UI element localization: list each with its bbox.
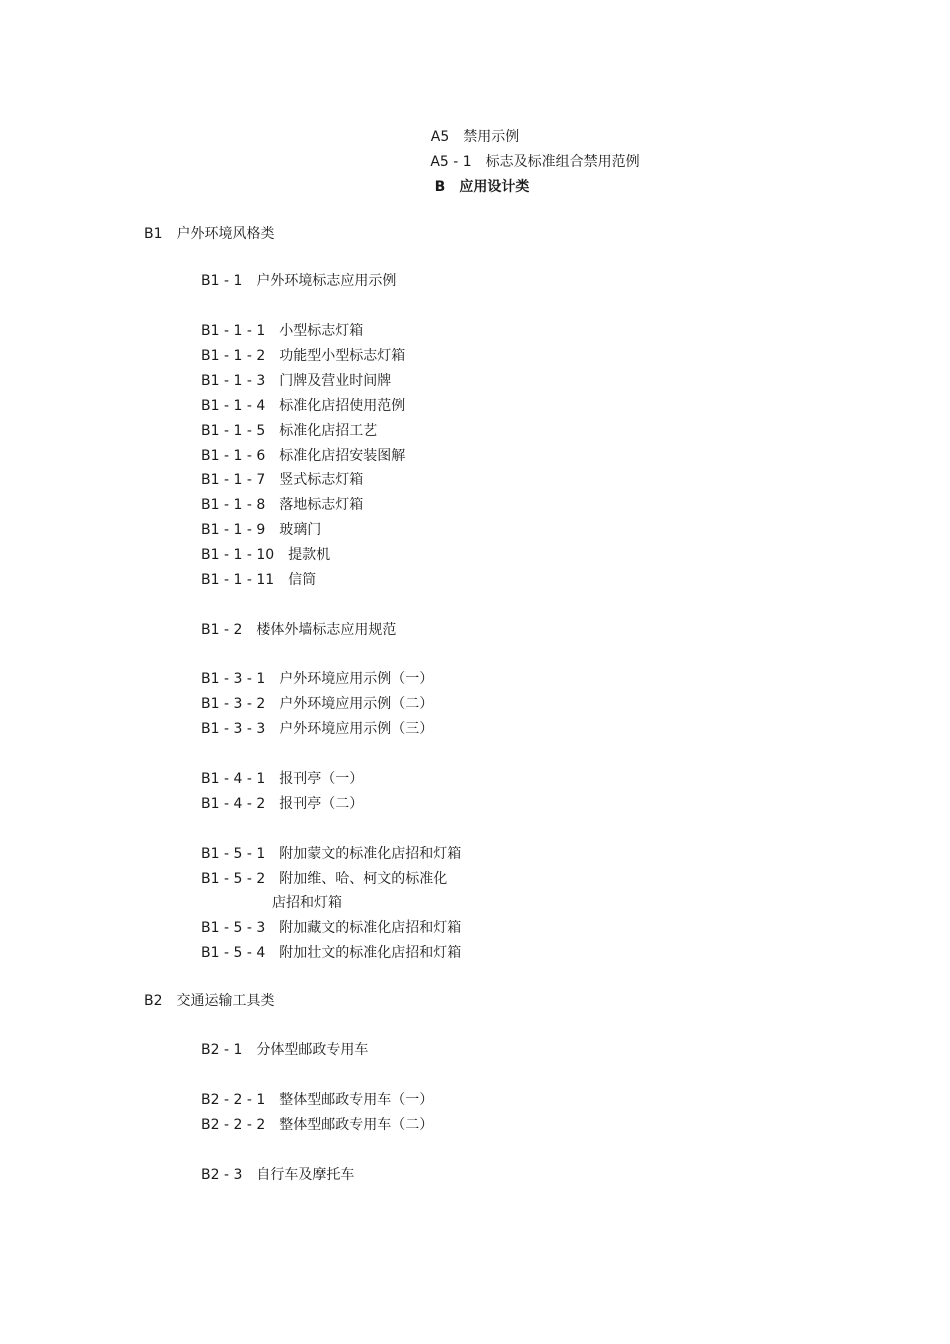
toc-b2-3: B2 - 3 自行车及摩托车 bbox=[201, 1167, 355, 1183]
toc-item: B1 - 3 - 1 户外环境应用示例（一） bbox=[201, 671, 434, 687]
heading-section-b: B 应用设计类 bbox=[434, 179, 530, 195]
toc-b2-1: B2 - 1 分体型邮政专用车 bbox=[201, 1042, 369, 1058]
toc-item: B1 - 5 - 4 附加壮文的标准化店招和灯箱 bbox=[201, 945, 462, 961]
section-b2-title: B2 交通运输工具类 bbox=[144, 993, 275, 1009]
toc-item: B1 - 3 - 2 户外环境应用示例（二） bbox=[201, 696, 434, 712]
section-b1-title: B1 户外环境风格类 bbox=[144, 226, 275, 242]
toc-item: B1 - 5 - 1 附加蒙文的标准化店招和灯箱 bbox=[201, 846, 462, 862]
toc-item: B1 - 5 - 2 附加维、哈、柯文的标准化 bbox=[201, 871, 448, 887]
toc-b1-1: B1 - 1 户外环境标志应用示例 bbox=[201, 273, 397, 289]
toc-item: B1 - 1 - 5 标准化店招工艺 bbox=[201, 423, 378, 439]
toc-item: B1 - 1 - 4 标准化店招使用范例 bbox=[201, 398, 406, 414]
toc-item: B2 - 2 - 2 整体型邮政专用车（二） bbox=[201, 1117, 434, 1133]
toc-item: B1 - 1 - 2 功能型小型标志灯箱 bbox=[201, 348, 406, 364]
toc-item: B1 - 1 - 3 门牌及营业时间牌 bbox=[201, 373, 392, 389]
toc-b1-2: B1 - 2 楼体外墙标志应用规范 bbox=[201, 622, 397, 638]
toc-item: B1 - 3 - 3 户外环境应用示例（三） bbox=[201, 721, 434, 737]
toc-item: B1 - 4 - 2 报刊亭（二） bbox=[201, 796, 364, 812]
toc-item: B1 - 1 - 9 玻璃门 bbox=[201, 522, 322, 538]
heading-a5: A5 禁用示例 bbox=[430, 129, 520, 145]
toc-item: B1 - 1 - 11 信筒 bbox=[201, 572, 317, 588]
toc-item: B1 - 1 - 6 标准化店招安装图解 bbox=[201, 448, 406, 464]
toc-item: B1 - 5 - 3 附加藏文的标准化店招和灯箱 bbox=[201, 920, 462, 936]
toc-item: B1 - 1 - 7 竖式标志灯箱 bbox=[201, 472, 364, 488]
toc-item-continuation: 店招和灯箱 bbox=[272, 895, 342, 911]
heading-a5-1: A5 - 1 标志及标准组合禁用范例 bbox=[430, 154, 640, 170]
toc-item: B1 - 4 - 1 报刊亭（一） bbox=[201, 771, 364, 787]
toc-item: B1 - 1 - 8 落地标志灯箱 bbox=[201, 497, 364, 513]
toc-item: B2 - 2 - 1 整体型邮政专用车（一） bbox=[201, 1092, 434, 1108]
toc-item: B1 - 1 - 1 小型标志灯箱 bbox=[201, 323, 364, 339]
toc-item: B1 - 1 - 10 提款机 bbox=[201, 547, 331, 563]
